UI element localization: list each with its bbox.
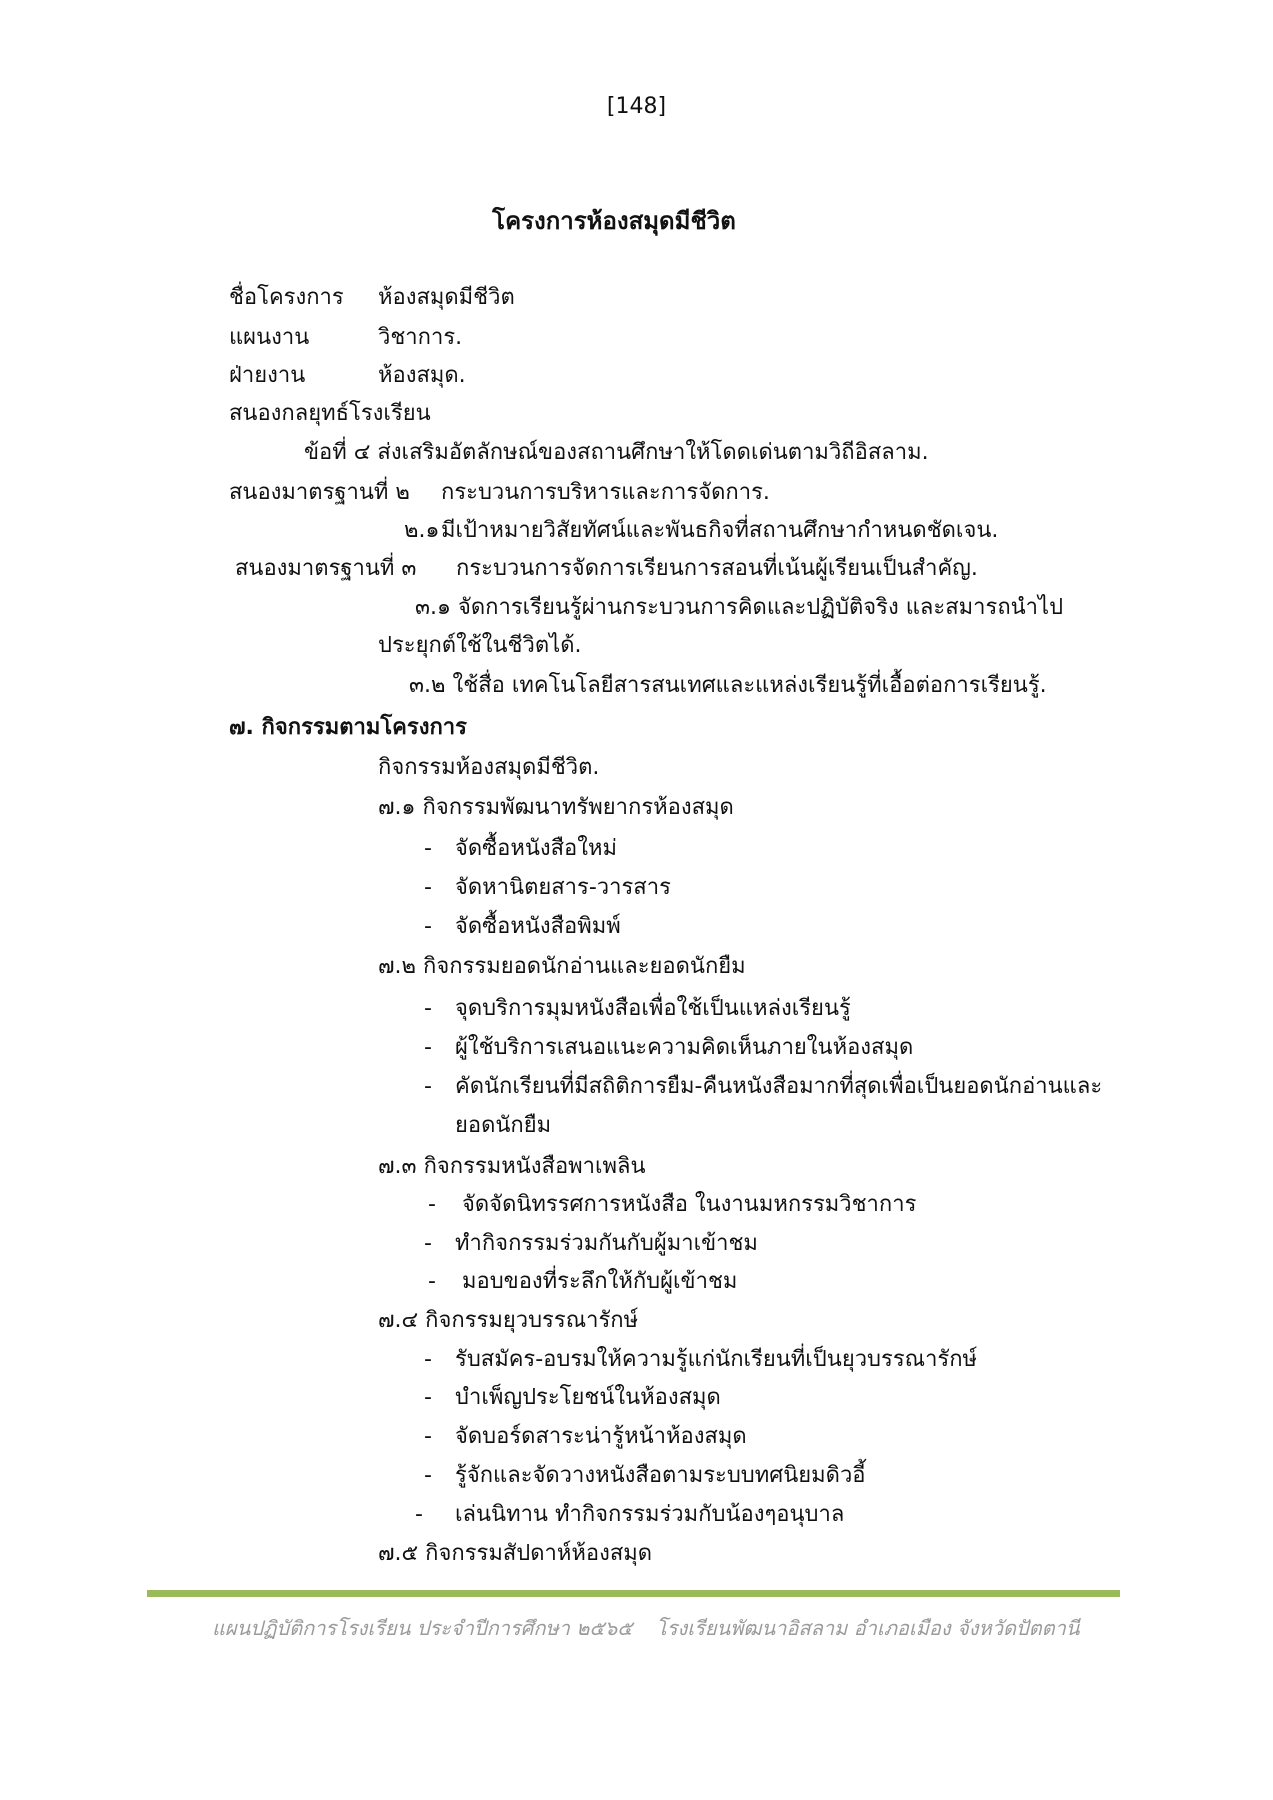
- list-item: ผู้ใช้บริการเสนอแนะความคิดเห็นภายในห้องสมุด: [455, 1035, 914, 1060]
- bullet-dash: -: [424, 836, 432, 861]
- standard-3-1-line1: ๓.๑ จัดการเรียนรู้ผ่านกระบวนการคิดและปฏิบัติจริง และสมารถนำไป: [415, 595, 1064, 620]
- strategy-item: ข้อที่ ๔ ส่งเสริมอัตลักษณ์ของสถานศึกษาให้โดดเด่นตามวิถีอิสลาม.: [304, 440, 929, 465]
- dept-label: ฝ่ายงาน: [229, 363, 306, 388]
- subsection-7-3-title: ๗.๓ กิจกรรมหนังสือพาเพลิน: [378, 1154, 646, 1179]
- list-item: คัดนักเรียนที่มีสถิติการยืม-คืนหนังสือมากที่สุดเพื่อเป็นยอดนักอ่านและ: [455, 1074, 1103, 1099]
- bullet-dash: -: [424, 914, 432, 939]
- project-value: ห้องสมุดมีชีวิต: [378, 285, 515, 310]
- subsection-7-5-title: ๗.๕ กิจกรรมสัปดาห์ห้องสมุด: [378, 1541, 653, 1566]
- list-item: รู้จักและจัดวางหนังสือตามระบบทศนิยมดิวอี้: [455, 1463, 866, 1488]
- plan-label: แผนงาน: [229, 325, 310, 350]
- bullet-dash: -: [428, 1192, 436, 1217]
- section-7-heading: ๗. กิจกรรมตามโครงการ: [229, 715, 467, 740]
- list-item: จุดบริการมุมหนังสือเพื่อใช้เป็นแหล่งเรียนรู้: [455, 996, 851, 1021]
- plan-value: วิชาการ.: [378, 325, 463, 350]
- list-item-continuation: ยอดนักยืม: [455, 1113, 552, 1138]
- bullet-dash: -: [424, 996, 432, 1021]
- footer-plan-text: แผนปฏิบัติการโรงเรียน ประจำปีการศึกษา ๒๕๖๕: [212, 1616, 633, 1640]
- bullet-dash: -: [424, 1424, 432, 1449]
- section-7-intro: กิจกรรมห้องสมุดมีชีวิต.: [378, 755, 600, 780]
- list-item: รับสมัคร-อบรมให้ความรู้แก่นักเรียนที่เป็นยุวบรรณารักษ์: [455, 1347, 978, 1372]
- list-item: จัดบอร์ดสาระน่ารู้หน้าห้องสมุด: [455, 1424, 747, 1449]
- page-number: [148]: [606, 94, 667, 119]
- list-item: จัดหานิตยสาร-วารสาร: [455, 875, 671, 900]
- standard-3-label: สนองมาตรฐานที่ ๓: [235, 556, 417, 581]
- standard-3-2: ๓.๒ ใช้สื่อ เทคโนโลยีสารสนเทศและแหล่งเรียนรู้ที่เอื้อต่อการเรียนรู้.: [409, 673, 1047, 698]
- list-item: จัดจัดนิทรรศการหนังสือ ในงานมหกรรมวิชาการ: [462, 1192, 917, 1217]
- subsection-7-2-title: ๗.๒ กิจกรรมยอดนักอ่านและยอดนักยืม: [378, 954, 746, 979]
- footer-rule: [147, 1590, 1120, 1597]
- standard-2-label: สนองมาตรฐานที่ ๒: [229, 480, 410, 505]
- bullet-dash: -: [415, 1502, 423, 1527]
- standard-2-1-text: มีเป้าหมายวิสัยทัศน์และพันธกิจที่สถานศึกษากำหนดชัดเจน.: [441, 518, 999, 543]
- bullet-dash: -: [424, 1463, 432, 1488]
- standard-3-1-line2: ประยุกต์ใช้ในชีวิตได้.: [378, 633, 582, 658]
- strategy-label: สนองกลยุทธ์โรงเรียน: [229, 401, 431, 426]
- standard-2-1-number: ๒.๑: [404, 518, 440, 543]
- list-item: บำเพ็ญประโยชน์ในห้องสมุด: [455, 1385, 721, 1410]
- list-item: จัดซื้อหนังสือใหม่: [455, 836, 617, 861]
- list-item: เล่นนิทาน ทำกิจกรรมร่วมกับน้องๆอนุบาล: [455, 1502, 845, 1527]
- subsection-7-1-title: ๗.๑ กิจกรรมพัฒนาทรัพยากรห้องสมุด: [378, 795, 734, 820]
- bullet-dash: -: [424, 1074, 432, 1099]
- subsection-7-4-title: ๗.๔ กิจกรรมยุวบรรณารักษ์: [378, 1308, 639, 1333]
- bullet-dash: -: [424, 1035, 432, 1060]
- page-title: โครงการห้องสมุดมีชีวิต: [492, 207, 736, 235]
- list-item: ทำกิจกรรมร่วมกันกับผู้มาเข้าชม: [455, 1231, 758, 1256]
- bullet-dash: -: [428, 1269, 436, 1294]
- standard-2-value: กระบวนการบริหารและการจัดการ.: [441, 480, 770, 505]
- bullet-dash: -: [424, 1385, 432, 1410]
- list-item: มอบของที่ระลึกให้กับผู้เข้าชม: [462, 1269, 738, 1294]
- bullet-dash: -: [424, 1231, 432, 1256]
- footer-school-text: โรงเรียนพัฒนาอิสลาม อำเภอเมือง จังหวัดปัตตานี: [656, 1616, 1080, 1640]
- standard-3-value: กระบวนการจัดการเรียนการสอนที่เน้นผู้เรียนเป็นสำคัญ.: [456, 556, 978, 581]
- dept-value: ห้องสมุด.: [378, 363, 466, 388]
- bullet-dash: -: [424, 875, 432, 900]
- project-label: ชื่อโครงการ: [229, 285, 344, 310]
- list-item: จัดซื้อหนังสือพิมพ์: [455, 914, 621, 939]
- bullet-dash: -: [424, 1347, 432, 1372]
